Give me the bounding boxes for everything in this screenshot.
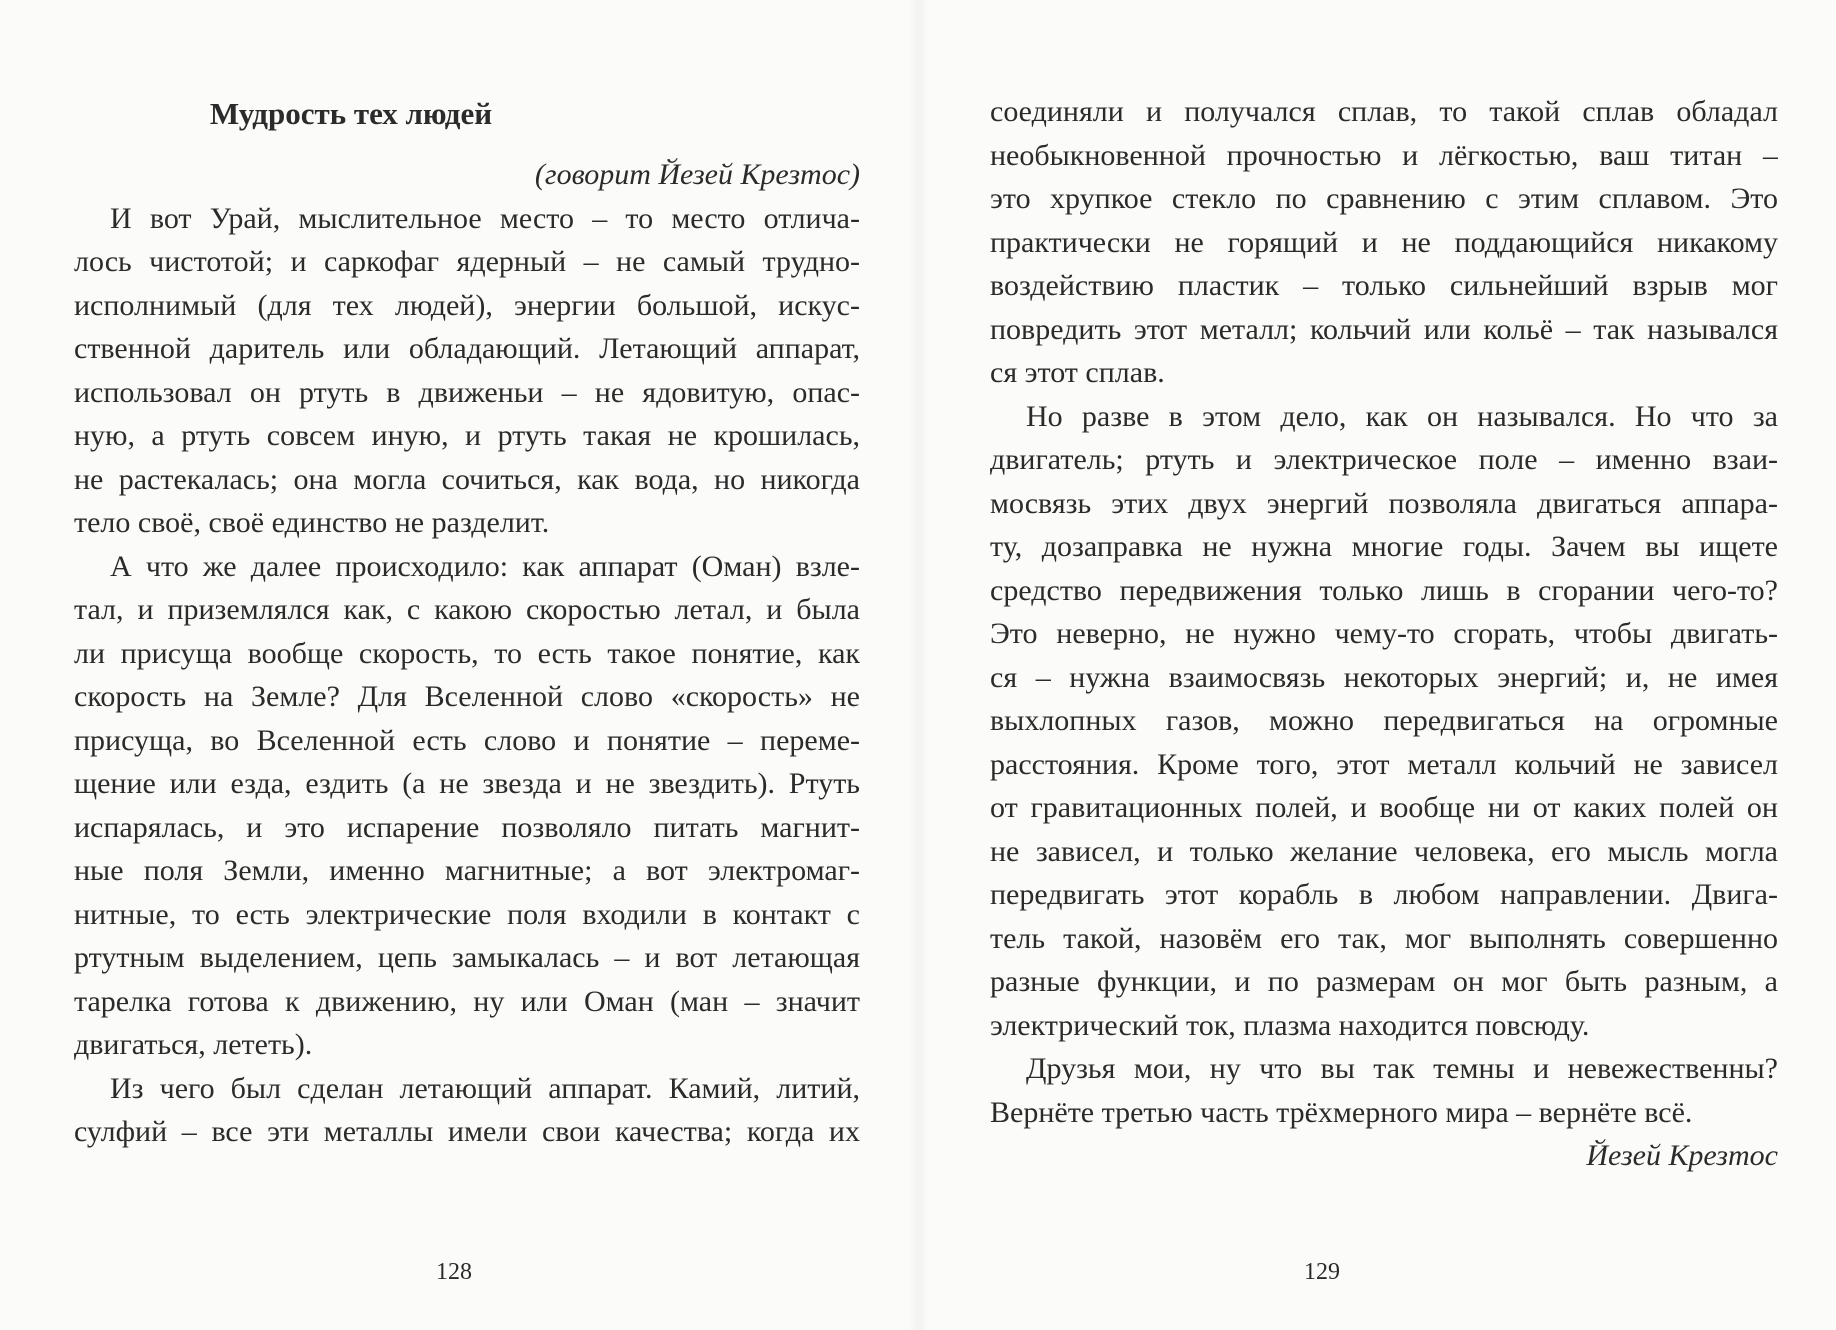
text-line: необыкновенной прочностью и лёгкостью, ваш титан –: [990, 138, 1778, 172]
text-line: сулфий – все эти металлы имели свои качества; когда их: [74, 1115, 860, 1148]
text-line: двигаться, лететь).: [74, 1028, 313, 1061]
right-text-column: [990, 90, 1778, 1178]
chapter-title: Мудрость тех людей: [209, 96, 493, 131]
text-line: тал, и приземлялся как, с какою скоростью летал, и была: [74, 593, 860, 626]
text-line: присуща, во Вселенной есть слово и понятие – переме-: [74, 723, 860, 757]
text-line: двигатель; ртуть и электрическое поле – именно взаи-: [990, 443, 1778, 476]
text-line: скорость на Земле? Для Вселенной слово «скорость» не: [74, 680, 860, 713]
text-line: ся этот сплав.: [990, 356, 1165, 389]
text-line: ту, дозаправка не нужна многие годы. Зачем вы ищете: [990, 530, 1778, 563]
text-line: щение или езда, ездить (а не звезда и не звездить). Ртуть: [74, 767, 860, 800]
text-line: Вернёте третью часть трёхмерного мира – вернёте всё.: [990, 1095, 1693, 1129]
left-text-column: [74, 153, 860, 1154]
byline: (говорит Йезей Крезтос): [534, 158, 860, 191]
text-line: А что же далее происходило: как аппарат (Оман) взле-: [110, 549, 860, 583]
page-number: 129: [1304, 1259, 1340, 1285]
text-line: лось чистотой; и саркофаг ядерный – не самый трудно-: [74, 245, 860, 278]
text-line: средство передвижения только лишь в сгорании чего-то?: [990, 573, 1778, 607]
text-line: исполнимый (для тех людей), энергии большой, искус-: [74, 288, 860, 322]
text-line: ственной даритель или обладающий. Летающий аппарат,: [74, 332, 860, 365]
text-line: ную, а ртуть совсем иную, и ртуть такая не крошилась,: [74, 419, 860, 452]
text-line: И вот Урай, мыслительное место – то место отлича-: [110, 201, 860, 235]
text-line: ся – нужна взаимосвязь некоторых энергий; и, не имея: [990, 660, 1778, 694]
text-line: нитные, то есть электрические поля входили в контакт с: [74, 897, 860, 931]
text-line: ртутным выделением, цепь замыкалась – и вот летающая: [74, 941, 860, 974]
text-line: тело своё, своё единство не разделит.: [74, 506, 550, 539]
text-line: Но разве в этом дело, как он назывался. Но что за: [1026, 399, 1778, 433]
text-line: Из чего был сделан летающий аппарат. Камий, литий,: [110, 1071, 860, 1105]
page-number: 128: [436, 1259, 472, 1285]
text-line: электрический ток, плазма находится повсюду.: [990, 1008, 1590, 1042]
text-line: выхлопных газов, можно передвигаться на огромные: [990, 704, 1778, 737]
text-line: тель такой, назовём его так, мог выполнять совершенно: [990, 921, 1778, 955]
text-line: использовал он ртуть в движеньи – не ядовитую, опас-: [74, 375, 860, 409]
text-line: расстояния. Кроме того, этот металл кольчий не зависел: [990, 747, 1778, 781]
text-line: повредить этот металл; кольчий или кольё – так назывался: [990, 312, 1778, 346]
text-line: не растекалась; она могла сочиться, как вода, но никогда: [74, 462, 860, 496]
text-line: это хрупкое стекло по сравнению с этим сплавом. Это: [990, 182, 1778, 215]
text-line: от гравитационных полей, и вообще ни от каких полей он: [990, 791, 1778, 824]
text-line: воздействию пластик – только сильнейший взрыв мог: [990, 269, 1778, 302]
text-line: Это неверно, не нужно чему-то сгорать, чтобы двигать-: [990, 617, 1778, 650]
text-line: практически не горящий и не поддающийся никакому: [990, 225, 1778, 259]
text-line: передвигать этот корабль в любом направлении. Двига-: [990, 878, 1778, 911]
text-line: Друзья мои, ну что вы так темны и невежественны?: [1026, 1052, 1778, 1085]
text-line: тарелка готова к движению, ну или Оман (ман – значит: [74, 984, 860, 1018]
text-line: ли присуща вообще скорость, то есть такое понятие, как: [74, 636, 860, 670]
text-line: мосвязь этих двух энергий позволяла двигаться аппара-: [990, 486, 1778, 520]
text-line: испарялась, и это испарение позволяло питать магнит-: [74, 810, 860, 844]
author-signature: Йезей Крезтос: [1586, 1139, 1778, 1172]
text-line: не зависел, и только желание человека, его мысль могла: [990, 834, 1778, 868]
text-line: разные функции, и по размерам он мог быть разным, а: [990, 965, 1778, 998]
text-line: ные поля Земли, именно магнитные; а вот электромаг-: [74, 854, 860, 887]
right-page: [918, 0, 1836, 1330]
text-line: соединяли и получался сплав, то такой сплав обладал: [990, 95, 1778, 128]
